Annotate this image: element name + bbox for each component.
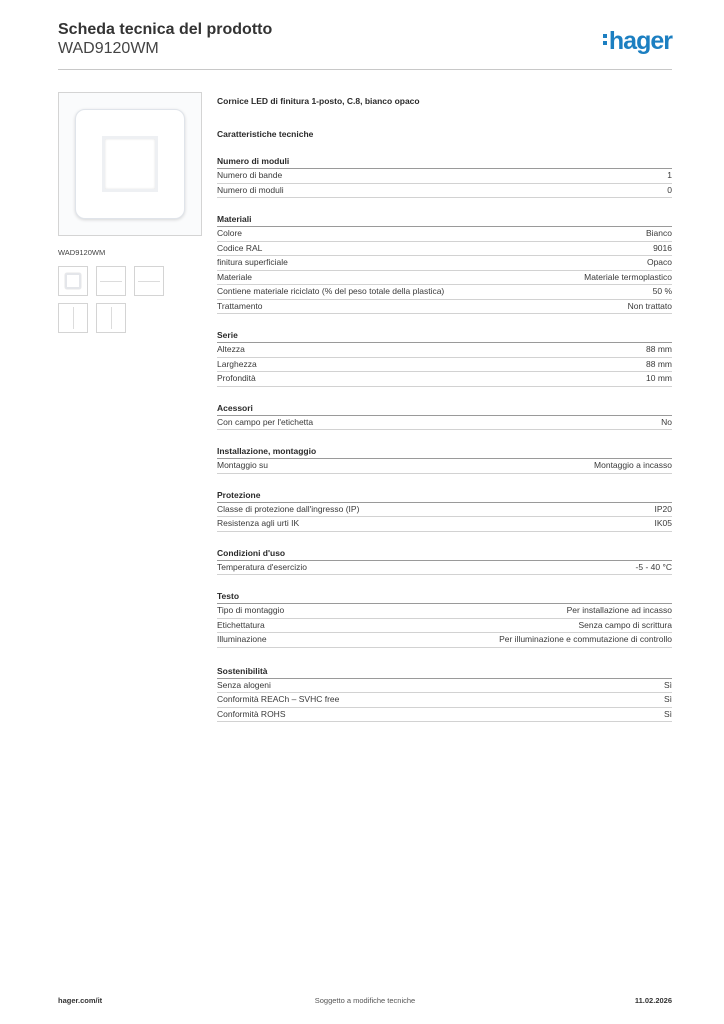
- spec-row: [217, 679, 672, 694]
- spec-label: Altezza: [217, 344, 245, 354]
- product-code: WAD9120WM: [58, 40, 159, 57]
- spec-value: IK05: [654, 518, 672, 528]
- spec-value: IP20: [654, 503, 672, 514]
- frame-opening: [102, 136, 158, 192]
- spec-value: No: [661, 416, 672, 427]
- spec-value: 88 mm: [646, 344, 672, 354]
- spec-row: [217, 372, 672, 387]
- document-title: Scheda tecnica del prodotto: [58, 21, 273, 38]
- image-caption: WAD9120WM: [58, 248, 106, 257]
- spec-row: [217, 619, 672, 634]
- section-title: Condizioni d'uso: [217, 548, 672, 561]
- frame-side-icon: [100, 281, 122, 282]
- specifications: [217, 96, 672, 722]
- spec-row: [217, 169, 672, 184]
- spec-row: [217, 708, 672, 723]
- spec-row: [217, 227, 672, 242]
- spec-value: Materiale termoplastico: [584, 271, 672, 282]
- logo-dots-icon: [603, 34, 607, 48]
- thumbnail-front[interactable]: [58, 266, 88, 296]
- spec-label: Etichettatura: [217, 619, 265, 630]
- section-title: Materiali: [217, 214, 672, 227]
- spec-row: [217, 459, 672, 474]
- spec-label: Materiale: [217, 271, 252, 282]
- spec-label: Conformità ROHS: [217, 708, 286, 719]
- footer-notice: Soggetto a modifiche tecniche: [314, 996, 416, 1005]
- section-title: Sostenibilità: [217, 666, 672, 679]
- spec-label: finitura superficiale: [217, 257, 288, 267]
- hager-logo: [603, 27, 672, 56]
- spec-label: Numero di moduli: [217, 184, 284, 195]
- thumbnail-side-3[interactable]: [58, 303, 88, 333]
- spec-section: [217, 490, 672, 532]
- spec-row: [217, 256, 672, 271]
- spec-row: [217, 561, 672, 576]
- spec-row: [217, 517, 672, 532]
- spec-row: [217, 271, 672, 286]
- spec-row: [217, 633, 672, 648]
- frame-profile-icon: [111, 307, 112, 329]
- section-title: Protezione: [217, 490, 672, 503]
- spec-label: Codice RAL: [217, 242, 263, 253]
- spec-row: [217, 300, 672, 315]
- product-description: Cornice LED di finitura 1-posto, C.8, bianco opaco: [217, 96, 420, 106]
- spec-value: Sì: [663, 694, 672, 704]
- section-title: Installazione, montaggio: [217, 446, 672, 459]
- spec-label: Illuminazione: [217, 634, 267, 644]
- section-title: Serie: [217, 330, 672, 343]
- spec-label: Trattamento: [217, 300, 263, 311]
- logo-text: hager: [608, 27, 672, 55]
- page-header: [58, 20, 672, 70]
- frame-side-icon: [138, 281, 160, 282]
- spec-value: Non trattato: [627, 300, 672, 311]
- spec-row: [217, 503, 672, 518]
- spec-row: [217, 242, 672, 257]
- spec-row: [217, 604, 672, 619]
- frame-profile-icon: [73, 307, 74, 329]
- spec-value: Senza campo di scrittura: [578, 619, 672, 630]
- frame-front-icon: [65, 273, 81, 289]
- spec-row: [217, 693, 672, 708]
- spec-value: Per installazione ad incasso: [566, 605, 672, 615]
- spec-value: 10 mm: [646, 373, 672, 383]
- spec-value: 0: [667, 184, 672, 195]
- spec-label: Con campo per l'etichetta: [217, 416, 314, 427]
- section-title: Numero di moduli: [217, 156, 672, 169]
- spec-label: Tipo di montaggio: [217, 605, 285, 615]
- spec-row: [217, 358, 672, 373]
- spec-label: Colore: [217, 228, 243, 238]
- spec-section: [217, 214, 672, 314]
- spec-row: [217, 416, 672, 431]
- spec-value: 50 %: [652, 286, 672, 296]
- spec-section: [217, 403, 672, 431]
- spec-section: [217, 330, 672, 387]
- footer-date: 11.02.2026: [634, 996, 672, 1005]
- spec-value: Montaggio a incasso: [594, 460, 672, 470]
- spec-label: Senza alogeni: [217, 679, 271, 690]
- frame-illustration: [75, 109, 185, 219]
- spec-value: Per illuminazione e commutazione di controllo: [499, 634, 672, 644]
- spec-value: -5 - 40 °C: [635, 561, 672, 572]
- spec-section: [217, 446, 672, 474]
- spec-label: Conformità REACh – SVHC free: [217, 694, 340, 704]
- spec-value: Sì: [663, 679, 672, 690]
- spec-row: [217, 285, 672, 300]
- spec-label: Resistenza agli urti IK: [217, 518, 300, 528]
- spec-value: 1: [667, 170, 672, 180]
- spec-label: Montaggio su: [217, 460, 269, 470]
- product-main-image: [58, 92, 202, 236]
- spec-section: [217, 156, 672, 198]
- spec-section: [217, 591, 672, 648]
- thumbnail-side-4[interactable]: [96, 303, 126, 333]
- thumbnail-strip: [58, 266, 208, 340]
- spec-label: Contiene materiale riciclato (% del peso totale della plastica): [217, 286, 445, 296]
- product-gallery: [58, 92, 208, 340]
- section-title: Acessori: [217, 403, 672, 416]
- thumbnail-side-1[interactable]: [96, 266, 126, 296]
- spec-label: Numero di bande: [217, 170, 283, 180]
- spec-label: Larghezza: [217, 358, 257, 369]
- spec-value: 9016: [653, 242, 672, 253]
- footer-website[interactable]: hager.com/it: [58, 996, 103, 1005]
- spec-label: Profondità: [217, 373, 256, 383]
- spec-section: [217, 666, 672, 723]
- spec-value: Bianco: [646, 228, 672, 238]
- spec-row: [217, 343, 672, 358]
- section-title: Testo: [217, 591, 672, 604]
- page-footer: [58, 996, 672, 1010]
- technical-features-heading: Caratteristiche tecniche: [217, 129, 314, 139]
- spec-value: Opaco: [646, 257, 672, 267]
- spec-label: Classe di protezione dall'ingresso (IP): [217, 503, 360, 514]
- spec-label: Temperatura d'esercizio: [217, 561, 307, 572]
- spec-value: Sì: [663, 708, 672, 719]
- spec-sections: [217, 156, 672, 722]
- thumbnail-side-2[interactable]: [134, 266, 164, 296]
- spec-row: [217, 184, 672, 199]
- spec-value: 88 mm: [646, 358, 672, 369]
- spec-section: [217, 548, 672, 576]
